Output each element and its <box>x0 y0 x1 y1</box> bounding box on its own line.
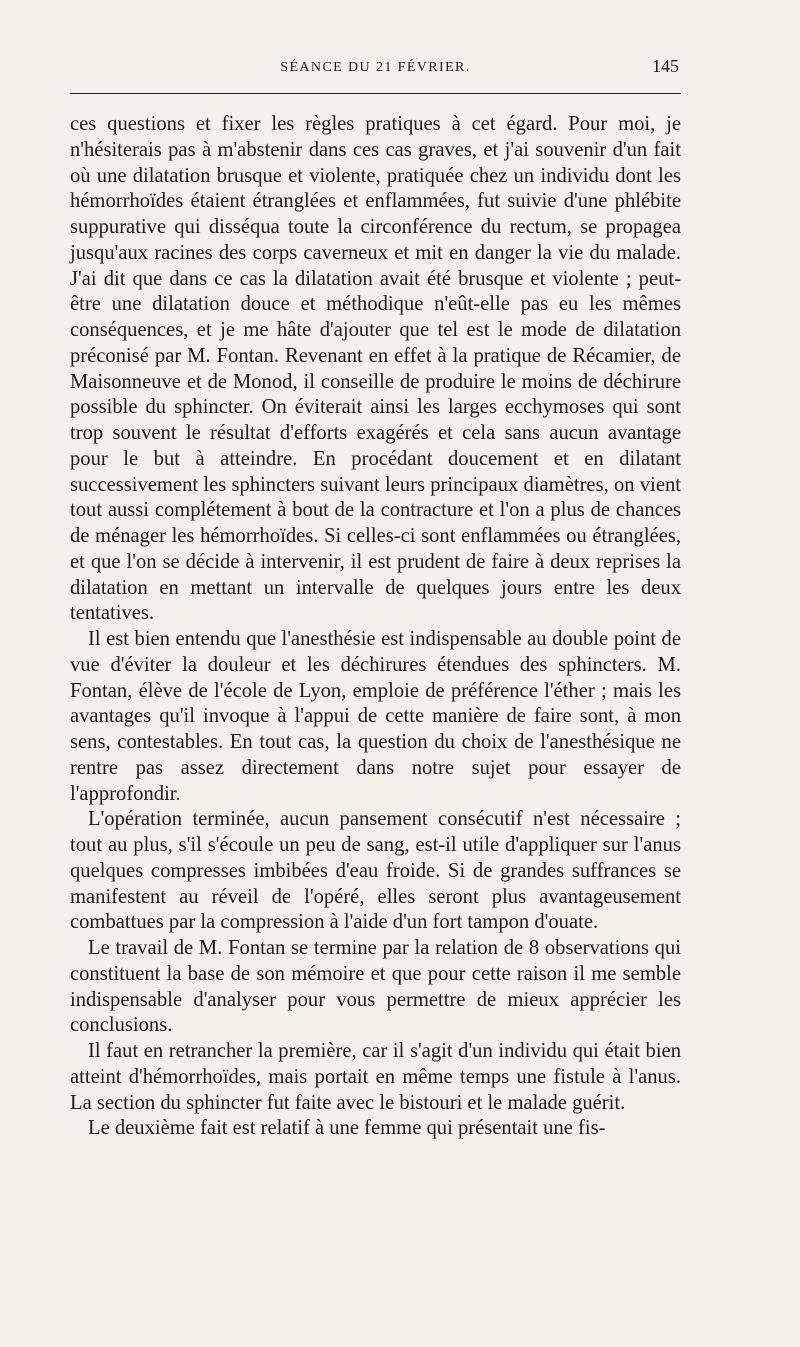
running-title: SÉANCE DU 21 FÉVRIER. <box>280 60 471 75</box>
page-number: 145 <box>652 56 679 76</box>
header-rule <box>70 93 681 94</box>
paragraph: Il faut en retrancher la première, car il s'agit d'un individu qui était bien atteint d'hémorrhoïdes, mais portait en même temps une fistule à l'anus. La section du sphincter fut faite avec le bistouri et le malade guérit. <box>70 1040 681 1114</box>
body-text <box>70 112 681 1142</box>
paragraph: Le deuxième fait est relatif à une femme qui présentait une fis- <box>88 1117 606 1140</box>
paragraph: Il est bien entendu que l'anesthésie est indispensable au double point de vue d'éviter la douleur et les déchirures étendues des sphincters. M. Fontan, élève de l'école de Lyon, emploie de préférence l'éther ; mais les avantages qu'il invoque à l'appui de cette manière de faire sont, à mon sens, contestables. En tout cas, la question du choix de l'anesthésique ne rentre pas assez directement dans notre sujet pour essayer de l'approfondir. <box>70 628 681 805</box>
page-header <box>70 56 681 80</box>
paragraph: L'opération terminée, aucun pansement consécutif n'est nécessaire ; tout au plus, s'il s'écoule un peu de sang, est-il utile d'appliquer sur l'anus quelques compresses imbibées d'eau froide. Si de grandes suffrances se manifestent au réveil de l'opéré, elles seront plus avantageusement combattues par la compression à l'aide d'un fort tampon d'ouate. <box>70 808 681 934</box>
paragraph: Le travail de M. Fontan se termine par la relation de 8 observations qui constituent la base de son mémoire et que pour cette raison il me semble indispensable d'analyser pour vous permettre de mieux apprécier les conclusions. <box>70 937 681 1037</box>
paragraph: ces questions et fixer les règles pratiques à cet égard. Pour moi, je n'hésiterais pas à m'abstenir dans ces cas graves, et j'ai souvenir d'un fait où une dilatation brusque et violente, pratiquée chez un individu dont les hémorrhoïdes étaient étranglées et enflammées, fut suivie d'une phlébite suppurative qui disséqua toute la circonférence du rectum, se propagea jusqu'aux racines des corps caverneux et mit en danger la vie du malade. J'ai dit que dans ce cas la dilatation avait été brusque et violente ; peut-être une dilatation douce et méthodique n'eût-elle pas eu les mêmes conséquences, et je me hâte d'ajouter que tel est le mode de dilatation préconisé par M. Fontan. Revenant en effet à la pratique de Récamier, de Maisonneuve et de Monod, il conseille de produire le moins de déchirure possible du sphincter. On éviterait ainsi les larges ecchymoses qui sont trop souvent le résultat d'efforts exagérés et cela sans aucun avantage pour le but à atteindre. En procédant doucement et en dilatant successivement les sphincters suivant leurs principaux diamètres, on vient tout aussi complétement à bout de la contracture et l'on a plus de chances de ménager les hémorrhoïdes. Si celles-ci sont enflammées ou étranglées, et que l'on se décide à intervenir, il est prudent de faire à deux reprises la dilatation en mettant un intervalle de quelques jours entre les deux tentatives. <box>70 113 681 625</box>
